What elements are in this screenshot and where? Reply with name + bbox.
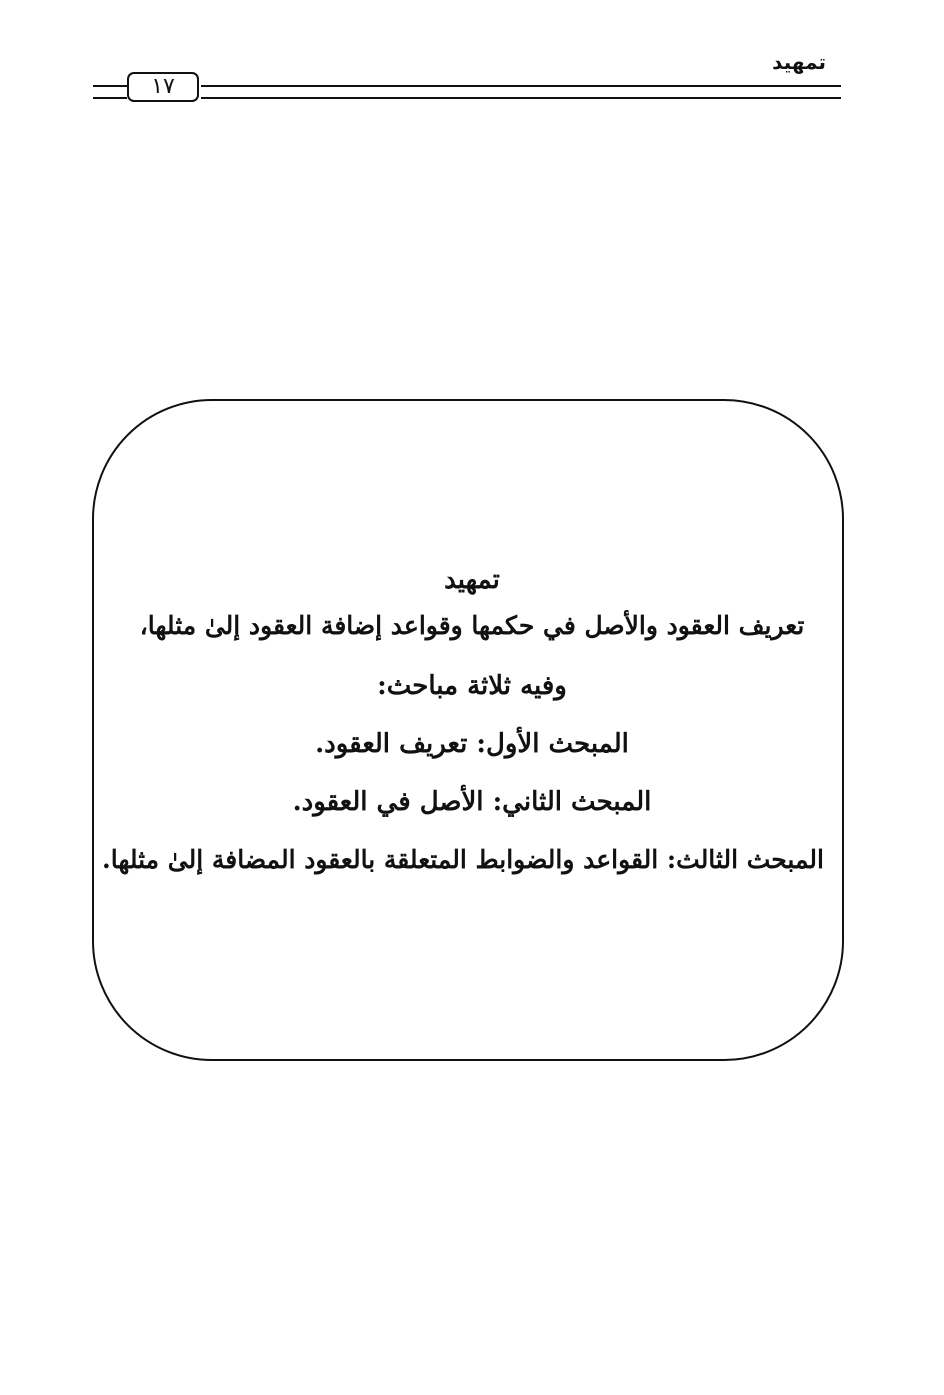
section-item-2: المبحث الثاني: الأصل في العقود.: [292, 787, 652, 817]
page-number: ١٧: [151, 74, 175, 99]
header-rule-right-top: [201, 85, 841, 87]
section-subtitle: تعريف العقود والأصل في حكمها وقواعد إضافة العقود إلىٰ مثلها،: [139, 611, 805, 640]
header-title: تمهيد: [772, 50, 826, 74]
header-rule-right-bottom: [201, 97, 841, 99]
section-heading: تمهيد: [444, 565, 500, 595]
header-rule-left-bottom: [93, 97, 127, 99]
page-header: [0, 0, 944, 120]
section-item-1: المبحث الأول: تعريف العقود.: [315, 729, 629, 759]
section-intro: وفيه ثلاثة مباحث:: [377, 671, 567, 701]
section-item-3: المبحث الثالث: القواعد والضوابط المتعلقة بالعقود المضافة إلىٰ مثلها.: [102, 845, 824, 874]
page-number-box: [127, 72, 199, 102]
content-lines: [102, 565, 824, 903]
header-rule-left-top: [93, 85, 127, 87]
